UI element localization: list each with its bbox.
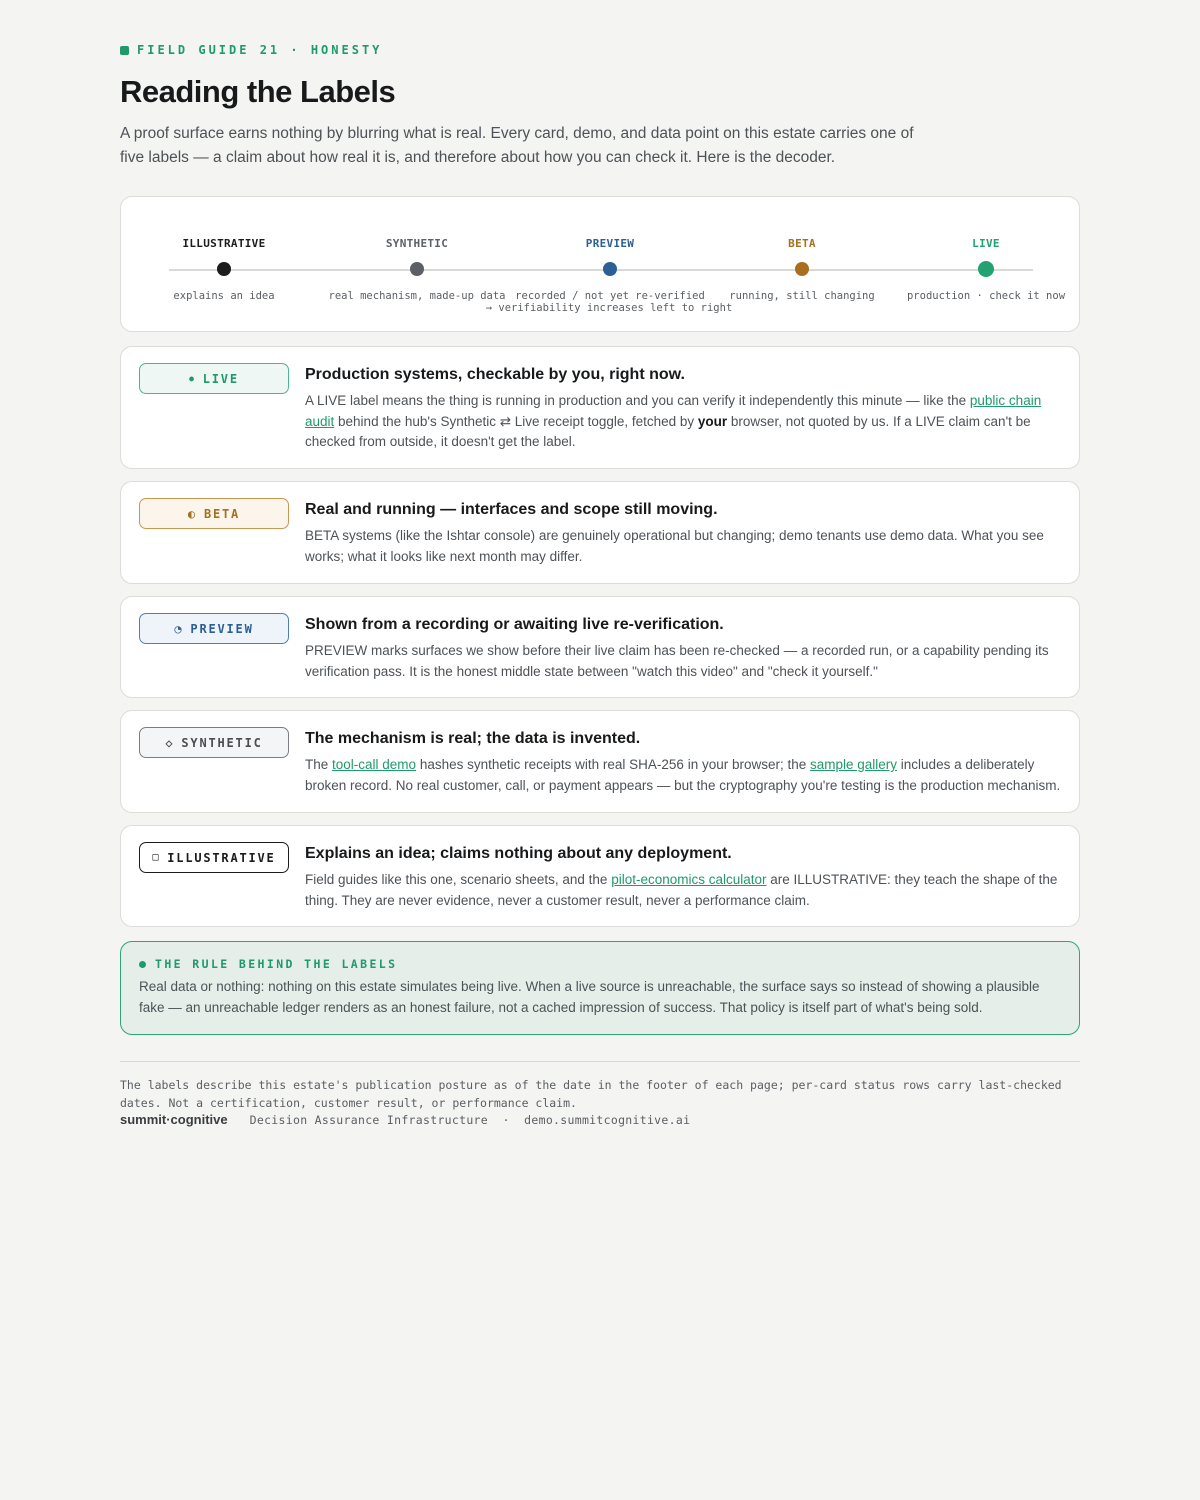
rule-heading-label: THE RULE BEHIND THE LABELS bbox=[155, 957, 398, 971]
scale-note: → verifiability increases left to right bbox=[485, 302, 733, 314]
scale-stop-name: ILLUSTRATIVE bbox=[182, 237, 266, 250]
preview-pill bbox=[139, 613, 289, 644]
tool-call-demo-link[interactable]: tool-call demo bbox=[332, 757, 417, 772]
scale-stop-desc: recorded / not yet re-verified bbox=[515, 290, 705, 302]
scale-stop-desc: production · check it now bbox=[906, 290, 1066, 302]
card-title: The mechanism is real; the data is invented. bbox=[305, 730, 641, 747]
card-text: The tool-call demo hashes synthetic receipts with real SHA-256 in your browser; the sample gallery includes a deliberately broken record. No real customer, call, or payment appears — but the cryptography you're testing is the production mechanism. bbox=[305, 757, 1061, 793]
rule-heading bbox=[139, 957, 397, 971]
square-icon bbox=[120, 46, 129, 55]
beta-pill bbox=[139, 498, 289, 529]
scale-stop-name: PREVIEW bbox=[585, 237, 635, 250]
synthetic-pill bbox=[139, 727, 289, 758]
label-card-beta bbox=[120, 481, 1080, 584]
eyebrow bbox=[120, 43, 382, 57]
brand-name: summit·cognitive bbox=[120, 1112, 228, 1127]
live-pill bbox=[139, 363, 289, 394]
footer-divider bbox=[120, 1061, 1080, 1062]
scale-dot bbox=[795, 262, 809, 276]
scale-stop-desc: explains an idea bbox=[173, 290, 275, 302]
card-text: Field guides like this one, scenario sheets, and the pilot-economics calculator are ILLUSTRATIVE: they teach the shape of the thing. They are never evidence, never a customer result, never a performance claim. bbox=[305, 872, 1058, 908]
footer-note: The labels describe this estate's publication posture as of the date in the footer of each page; per-card status rows carry last-checked dates. Not a certification, customer result, or performance claim. bbox=[120, 1078, 1062, 1110]
scale-line bbox=[169, 269, 1033, 271]
pill-label: PREVIEW bbox=[190, 621, 254, 636]
footer-domain-link[interactable]: demo.summitcognitive.ai bbox=[524, 1113, 691, 1127]
diamond-icon: ◇ bbox=[165, 735, 175, 750]
card-title: Production systems, checkable by you, right now. bbox=[305, 366, 685, 383]
intro-paragraph: A proof surface earns nothing by blurring what is real. Every card, demo, and data point on this estate carries one of five labels — a claim about how real it is, and therefore about how you can check it. Here is the decoder. bbox=[120, 125, 914, 166]
scale-dot bbox=[603, 262, 617, 276]
footer-tagline: Decision Assurance Infrastructure bbox=[249, 1113, 489, 1127]
scale-stop-name: BETA bbox=[788, 237, 816, 250]
card-text: PREVIEW marks surfaces we show before their live claim has been re-checked — a recorded run, or a capability pending its verification pass. It is the honest middle state between "watch this video" and "check it yourself." bbox=[305, 643, 1049, 679]
live-dot-icon: ● bbox=[189, 374, 196, 383]
illustrative-pill bbox=[139, 842, 289, 873]
rule-text: Real data or nothing: nothing on this estate simulates being live. When a live source is unreachable, the surface says so instead of showing a plausible fake — an unreachable ledger renders as an honest failure, not a cached impression of success. That policy is itself part of what's being sold. bbox=[139, 979, 1040, 1015]
scale-stop-name: SYNTHETIC bbox=[385, 237, 449, 250]
scale-stop-name: LIVE bbox=[972, 237, 1000, 250]
label-card-live bbox=[120, 346, 1080, 469]
public-chain-audit-link[interactable]: public chain audit bbox=[305, 393, 1042, 429]
pill-label: ILLUSTRATIVE bbox=[167, 850, 276, 865]
scale-dot bbox=[978, 261, 994, 277]
label-card-preview bbox=[120, 596, 1080, 698]
rule-callout bbox=[120, 941, 1080, 1035]
label-card-illustrative bbox=[120, 825, 1080, 927]
label-card-synthetic bbox=[120, 710, 1080, 813]
quarter-circle-icon: ◔ bbox=[174, 621, 184, 636]
pill-label: LIVE bbox=[202, 371, 239, 386]
scale-stop-desc: real mechanism, made-up data bbox=[328, 290, 506, 302]
scale-stop-desc: running, still changing bbox=[729, 290, 875, 302]
footer-brand-row bbox=[120, 1112, 690, 1127]
scale-dot bbox=[410, 262, 424, 276]
page-title: Reading the Labels bbox=[120, 74, 396, 109]
card-text: A LIVE label means the thing is running in production and you can verify it independently this minute — like the public chain audit behind the hub's Synthetic ⇄ Live receipt toggle, fetched by your browser, not quoted by us. If a LIVE claim can't be checked from outside, it doesn't get the label. bbox=[305, 393, 1042, 449]
card-title: Real and running — interfaces and scope still moving. bbox=[305, 501, 718, 518]
pill-label: SYNTHETIC bbox=[181, 735, 263, 750]
emphasis: your bbox=[697, 413, 728, 429]
card-title: Shown from a recording or awaiting live re-verification. bbox=[305, 616, 724, 633]
footer-meta bbox=[250, 1113, 691, 1127]
scale-dot bbox=[217, 262, 231, 276]
verifiability-scale bbox=[120, 196, 1080, 332]
card-title: Explains an idea; claims nothing about any deployment. bbox=[305, 845, 732, 862]
eyebrow-label: FIELD GUIDE 21 · HONESTY bbox=[137, 43, 383, 57]
card-text: BETA systems (like the Ishtar console) are genuinely operational but changing; demo tenants use demo data. What you see works; what it looks like next month may differ. bbox=[305, 528, 1044, 564]
pilot-economics-calculator-link[interactable]: pilot-economics calculator bbox=[611, 872, 767, 887]
square-outline-icon: □ bbox=[152, 852, 161, 863]
sample-gallery-link[interactable]: sample gallery bbox=[810, 757, 898, 772]
half-circle-icon: ◐ bbox=[187, 506, 197, 521]
dot-icon bbox=[139, 961, 146, 968]
pill-label: BETA bbox=[203, 506, 241, 521]
footer-separator: · bbox=[502, 1113, 510, 1127]
